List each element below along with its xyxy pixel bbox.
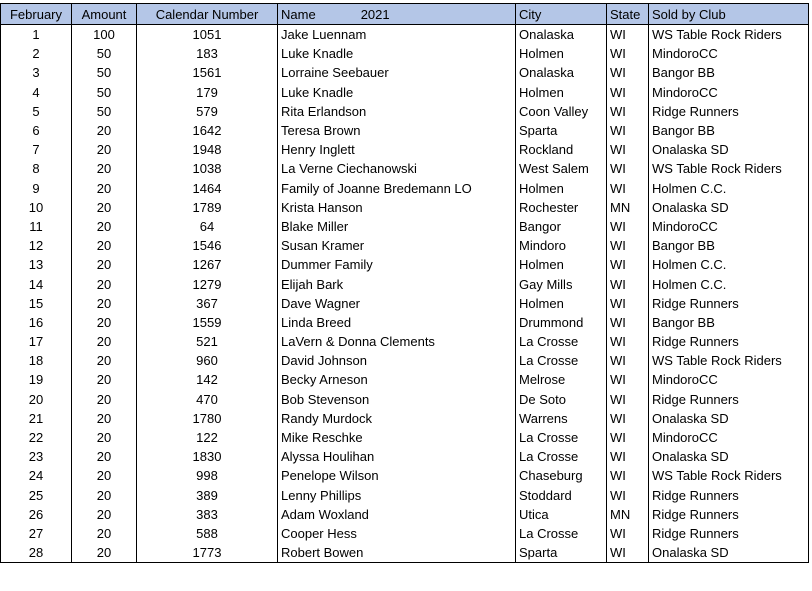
table-row	[1, 390, 809, 409]
header-day: February	[1, 4, 72, 25]
cell-name: Elijah Bark	[278, 274, 516, 293]
table-row	[1, 63, 809, 82]
cell-day: 4	[1, 83, 72, 102]
cell-state: WI	[607, 159, 649, 178]
cell-amount: 20	[72, 390, 137, 409]
cell-amount: 20	[72, 466, 137, 485]
cell-day: 24	[1, 466, 72, 485]
cell-amount: 20	[72, 332, 137, 351]
cell-amount: 20	[72, 524, 137, 543]
cell-name: Linda Breed	[278, 313, 516, 332]
cell-club: MindoroCC	[649, 217, 809, 236]
header-club: Sold by Club	[649, 4, 809, 25]
cell-day: 8	[1, 159, 72, 178]
cell-day: 3	[1, 63, 72, 82]
cell-amount: 20	[72, 313, 137, 332]
cell-calendar-number: 1464	[137, 179, 278, 198]
cell-city: La Crosse	[516, 428, 607, 447]
table-row	[1, 255, 809, 274]
cell-club: Ridge Runners	[649, 102, 809, 121]
cell-state: WI	[607, 294, 649, 313]
cell-name: Becky Arneson	[278, 370, 516, 389]
cell-club: MindoroCC	[649, 83, 809, 102]
cell-state: WI	[607, 63, 649, 82]
cell-day: 27	[1, 524, 72, 543]
cell-city: Rockland	[516, 140, 607, 159]
cell-state: WI	[607, 217, 649, 236]
table-row	[1, 428, 809, 447]
cell-club: Bangor BB	[649, 63, 809, 82]
table-row	[1, 505, 809, 524]
cell-city: West Salem	[516, 159, 607, 178]
cell-amount: 100	[72, 25, 137, 45]
cell-name: Krista Hanson	[278, 198, 516, 217]
cell-state: WI	[607, 409, 649, 428]
cell-city: Warrens	[516, 409, 607, 428]
cell-club: WS Table Rock Riders	[649, 25, 809, 45]
cell-state: WI	[607, 140, 649, 159]
cell-state: MN	[607, 198, 649, 217]
cell-calendar-number: 179	[137, 83, 278, 102]
cell-amount: 20	[72, 274, 137, 293]
cell-amount: 20	[72, 159, 137, 178]
cell-state: WI	[607, 428, 649, 447]
cell-amount: 20	[72, 217, 137, 236]
cell-day: 15	[1, 294, 72, 313]
header-row	[1, 4, 809, 25]
cell-day: 13	[1, 255, 72, 274]
cell-calendar-number: 389	[137, 486, 278, 505]
cell-state: WI	[607, 313, 649, 332]
cell-name: Jake Luennam	[278, 25, 516, 45]
cell-state: WI	[607, 25, 649, 45]
table-row	[1, 159, 809, 178]
cell-state: WI	[607, 390, 649, 409]
cell-state: WI	[607, 102, 649, 121]
cell-name: Adam Woxland	[278, 505, 516, 524]
cell-club: Ridge Runners	[649, 524, 809, 543]
cell-club: Ridge Runners	[649, 332, 809, 351]
cell-day: 5	[1, 102, 72, 121]
cell-club: Holmen C.C.	[649, 274, 809, 293]
header-name-label: Name	[281, 6, 316, 22]
cell-amount: 20	[72, 236, 137, 255]
cell-day: 14	[1, 274, 72, 293]
cell-day: 18	[1, 351, 72, 370]
cell-calendar-number: 1830	[137, 447, 278, 466]
cell-club: Ridge Runners	[649, 390, 809, 409]
table-row	[1, 370, 809, 389]
cell-city: Utica	[516, 505, 607, 524]
table-row	[1, 274, 809, 293]
cell-day: 22	[1, 428, 72, 447]
cell-amount: 20	[72, 198, 137, 217]
cell-name: Dummer Family	[278, 255, 516, 274]
table-row	[1, 25, 809, 45]
cell-calendar-number: 1642	[137, 121, 278, 140]
cell-club: Holmen C.C.	[649, 255, 809, 274]
cell-city: Onalaska	[516, 25, 607, 45]
cell-calendar-number: 1038	[137, 159, 278, 178]
cell-club: Bangor BB	[649, 121, 809, 140]
cell-name: LaVern & Donna Clements	[278, 332, 516, 351]
cell-state: WI	[607, 370, 649, 389]
cell-calendar-number: 122	[137, 428, 278, 447]
header-calendar-number: Calendar Number	[137, 4, 278, 25]
cell-calendar-number: 142	[137, 370, 278, 389]
cell-city: La Crosse	[516, 447, 607, 466]
cell-city: Rochester	[516, 198, 607, 217]
cell-calendar-number: 1267	[137, 255, 278, 274]
cell-state: WI	[607, 121, 649, 140]
cell-club: Bangor BB	[649, 313, 809, 332]
cell-day: 11	[1, 217, 72, 236]
cell-club: WS Table Rock Riders	[649, 159, 809, 178]
cell-state: WI	[607, 83, 649, 102]
cell-state: WI	[607, 351, 649, 370]
cell-day: 20	[1, 390, 72, 409]
table-row	[1, 179, 809, 198]
cell-calendar-number: 1773	[137, 543, 278, 563]
cell-club: MindoroCC	[649, 428, 809, 447]
cell-city: La Crosse	[516, 524, 607, 543]
cell-name: Randy Murdock	[278, 409, 516, 428]
cell-calendar-number: 1546	[137, 236, 278, 255]
cell-city: Holmen	[516, 255, 607, 274]
cell-amount: 50	[72, 102, 137, 121]
table-row	[1, 313, 809, 332]
cell-calendar-number: 1051	[137, 25, 278, 45]
cell-calendar-number: 579	[137, 102, 278, 121]
header-name	[278, 4, 516, 25]
table-row	[1, 44, 809, 63]
cell-name: Penelope Wilson	[278, 466, 516, 485]
cell-amount: 20	[72, 543, 137, 563]
table-row	[1, 121, 809, 140]
cell-name: Henry Inglett	[278, 140, 516, 159]
cell-amount: 20	[72, 409, 137, 428]
cell-calendar-number: 1780	[137, 409, 278, 428]
cell-calendar-number: 960	[137, 351, 278, 370]
cell-calendar-number: 1789	[137, 198, 278, 217]
cell-day: 17	[1, 332, 72, 351]
table-row	[1, 198, 809, 217]
cell-calendar-number: 1279	[137, 274, 278, 293]
cell-state: WI	[607, 486, 649, 505]
header-year: 2021	[360, 6, 390, 22]
cell-amount: 20	[72, 294, 137, 313]
cell-club: WS Table Rock Riders	[649, 351, 809, 370]
cell-club: Onalaska SD	[649, 447, 809, 466]
table-row	[1, 217, 809, 236]
cell-day: 25	[1, 486, 72, 505]
cell-calendar-number: 1561	[137, 63, 278, 82]
cell-day: 9	[1, 179, 72, 198]
cell-amount: 20	[72, 428, 137, 447]
cell-state: WI	[607, 332, 649, 351]
cell-state: WI	[607, 274, 649, 293]
cell-amount: 20	[72, 447, 137, 466]
cell-club: Ridge Runners	[649, 486, 809, 505]
cell-city: Onalaska	[516, 63, 607, 82]
cell-city: Coon Valley	[516, 102, 607, 121]
cell-city: La Crosse	[516, 332, 607, 351]
cell-calendar-number: 521	[137, 332, 278, 351]
table-row	[1, 294, 809, 313]
cell-calendar-number: 1948	[137, 140, 278, 159]
cell-state: WI	[607, 466, 649, 485]
cell-day: 2	[1, 44, 72, 63]
cell-name: Susan Kramer	[278, 236, 516, 255]
cell-name: Teresa Brown	[278, 121, 516, 140]
cell-city: Holmen	[516, 44, 607, 63]
table-row	[1, 83, 809, 102]
table-row	[1, 486, 809, 505]
cell-name: Dave Wagner	[278, 294, 516, 313]
cell-club: Ridge Runners	[649, 294, 809, 313]
cell-state: WI	[607, 179, 649, 198]
cell-amount: 20	[72, 505, 137, 524]
cell-state: WI	[607, 524, 649, 543]
table-row	[1, 447, 809, 466]
cell-club: MindoroCC	[649, 370, 809, 389]
cell-day: 21	[1, 409, 72, 428]
table-row	[1, 466, 809, 485]
table-row	[1, 140, 809, 159]
cell-calendar-number: 998	[137, 466, 278, 485]
cell-state: WI	[607, 543, 649, 563]
cell-calendar-number: 64	[137, 217, 278, 236]
cell-city: Drummond	[516, 313, 607, 332]
cell-day: 26	[1, 505, 72, 524]
cell-name: Rita Erlandson	[278, 102, 516, 121]
cell-city: Holmen	[516, 179, 607, 198]
cell-calendar-number: 470	[137, 390, 278, 409]
cell-amount: 20	[72, 121, 137, 140]
cell-city: Holmen	[516, 83, 607, 102]
header-amount: Amount	[72, 4, 137, 25]
cell-day: 12	[1, 236, 72, 255]
cell-name: Robert Bowen	[278, 543, 516, 563]
cell-calendar-number: 367	[137, 294, 278, 313]
cell-club: Onalaska SD	[649, 198, 809, 217]
cell-city: Gay Mills	[516, 274, 607, 293]
cell-name: Bob Stevenson	[278, 390, 516, 409]
table-row	[1, 332, 809, 351]
cell-day: 19	[1, 370, 72, 389]
calendar-winners-table	[0, 3, 809, 563]
cell-club: Onalaska SD	[649, 140, 809, 159]
table-row	[1, 351, 809, 370]
table-row	[1, 543, 809, 563]
cell-club: Ridge Runners	[649, 505, 809, 524]
cell-state: WI	[607, 255, 649, 274]
cell-city: Mindoro	[516, 236, 607, 255]
cell-club: Onalaska SD	[649, 543, 809, 563]
cell-day: 23	[1, 447, 72, 466]
cell-name: Luke Knadle	[278, 44, 516, 63]
cell-city: Stoddard	[516, 486, 607, 505]
cell-day: 10	[1, 198, 72, 217]
cell-city: Melrose	[516, 370, 607, 389]
cell-calendar-number: 588	[137, 524, 278, 543]
cell-name: Lorraine Seebauer	[278, 63, 516, 82]
cell-calendar-number: 183	[137, 44, 278, 63]
cell-name: Lenny Phillips	[278, 486, 516, 505]
cell-name: David Johnson	[278, 351, 516, 370]
cell-name: Cooper Hess	[278, 524, 516, 543]
cell-amount: 20	[72, 351, 137, 370]
cell-day: 6	[1, 121, 72, 140]
cell-name: Luke Knadle	[278, 83, 516, 102]
header-city: City	[516, 4, 607, 25]
cell-amount: 20	[72, 179, 137, 198]
cell-city: Sparta	[516, 543, 607, 563]
table-row	[1, 236, 809, 255]
cell-club: MindoroCC	[649, 44, 809, 63]
cell-club: Bangor BB	[649, 236, 809, 255]
cell-city: Sparta	[516, 121, 607, 140]
cell-name: Mike Reschke	[278, 428, 516, 447]
cell-amount: 50	[72, 44, 137, 63]
cell-amount: 20	[72, 255, 137, 274]
cell-name: Family of Joanne Bredemann LO	[278, 179, 516, 198]
table-row	[1, 102, 809, 121]
cell-club: Onalaska SD	[649, 409, 809, 428]
cell-name: Blake Miller	[278, 217, 516, 236]
cell-amount: 50	[72, 63, 137, 82]
cell-day: 1	[1, 25, 72, 45]
cell-amount: 20	[72, 370, 137, 389]
table-row	[1, 409, 809, 428]
cell-day: 16	[1, 313, 72, 332]
cell-amount: 20	[72, 486, 137, 505]
cell-city: La Crosse	[516, 351, 607, 370]
cell-city: Chaseburg	[516, 466, 607, 485]
cell-name: Alyssa Houlihan	[278, 447, 516, 466]
cell-city: Holmen	[516, 294, 607, 313]
cell-day: 7	[1, 140, 72, 159]
cell-state: WI	[607, 44, 649, 63]
cell-club: WS Table Rock Riders	[649, 466, 809, 485]
cell-city: Bangor	[516, 217, 607, 236]
cell-amount: 20	[72, 140, 137, 159]
cell-calendar-number: 383	[137, 505, 278, 524]
table-row	[1, 524, 809, 543]
cell-name: La Verne Ciechanowski	[278, 159, 516, 178]
cell-calendar-number: 1559	[137, 313, 278, 332]
cell-state: WI	[607, 236, 649, 255]
cell-day: 28	[1, 543, 72, 563]
header-state: State	[607, 4, 649, 25]
cell-city: De Soto	[516, 390, 607, 409]
cell-club: Holmen C.C.	[649, 179, 809, 198]
cell-state: WI	[607, 447, 649, 466]
cell-state: MN	[607, 505, 649, 524]
cell-amount: 50	[72, 83, 137, 102]
